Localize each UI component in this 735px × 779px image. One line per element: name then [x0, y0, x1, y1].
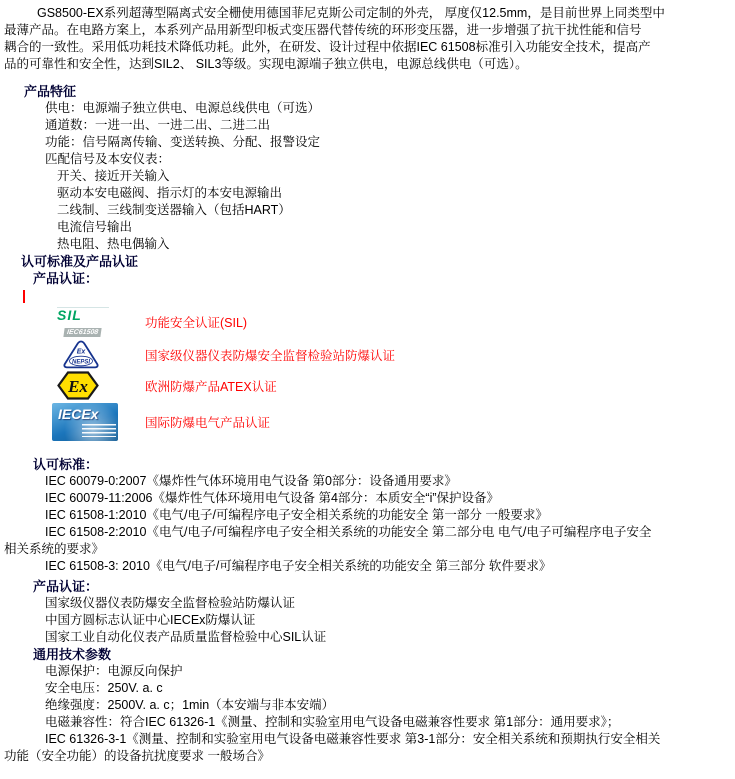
standard-line: IEC 60079-11:2006《爆炸性气体环境用电气设备 第4部分：本质安全“i”保护设备》: [45, 491, 500, 505]
feature-item: 匹配信号及本安仪表：: [45, 152, 171, 166]
standard-line: IEC 61508-3: 2010《电气/电子/可编程序电子安全相关系统的功能安全 第三部分 软件要求》: [45, 559, 552, 573]
feature-sub-item: 二线制、三线制变送器输入（包括HART）: [57, 203, 291, 217]
feature-sub-item: 驱动本安电磁阀、指示灯的本安电源输出: [57, 186, 283, 200]
logo-cell: [0, 403, 145, 441]
svg-text:Ex: Ex: [68, 377, 88, 396]
cert-row-sil: [0, 305, 735, 339]
standard-line-wrap: 相关系统的要求》: [4, 542, 105, 556]
general-param-line: 绝缘强度：2500V. a. c；1min（本安端与非本安端）: [45, 698, 335, 712]
logo-cell: [0, 371, 145, 400]
feature-sub-item: 开关、接近开关输入: [57, 169, 170, 183]
general-param-line: IEC 61326-3-1《测量、控制和实验室用电气设备电磁兼容性要求 第3-1部分：安全相关系统和预期执行安全相关: [45, 732, 661, 746]
intro-line: 耦合的一致性。采用低功耗技术降低功耗。此外，在研发、设计过程中依据IEC 61508标准引入功能安全技术，提高产: [4, 40, 651, 54]
general-param-line-wrap: 功能（安全功能）的设备抗扰度要求 一般场合》: [4, 749, 270, 763]
cert-row-iecex: [0, 401, 735, 443]
intro-line: 品的可靠性和安全性，达到SIL2、 SIL3等级。实现电源端子独立供电，电源总线供电（可选）。: [4, 57, 528, 71]
general-param-line: 电磁兼容性：符合IEC 61326-1《测量、控制和实验室用电气设备电磁兼容性要求 第1部分：通用要求》；: [45, 715, 620, 729]
cert-row-nepsi: [0, 339, 735, 370]
svg-text:Ex: Ex: [76, 348, 86, 356]
intro-line: 最薄产品。在电路方案上，本系列产品用新型印板式变压器代替传统的环形变压器，进一步增强了抗干扰性能和信号: [4, 23, 642, 37]
iecex-logo-text: IECEx: [58, 406, 99, 422]
sil-logo-text: SIL: [57, 307, 82, 323]
standard-line: IEC 60079-0:2007《爆炸性气体环境用电气设备 第0部分：设备通用要求》: [45, 474, 457, 488]
product-certs-heading: 产品认证：: [33, 579, 99, 594]
red-caret: [23, 290, 25, 303]
product-cert-subheading: 产品认证：: [33, 271, 99, 286]
atex-ex-hexagon-logo: [57, 371, 99, 400]
sil-iec61508-badge: IEC61508: [63, 328, 101, 337]
iecex-logo: [52, 403, 118, 441]
feature-item: 通道数：一进一出、一进二出、二进二出: [45, 118, 271, 132]
general-param-line: 安全电压：250V. a. c: [45, 681, 163, 695]
nepsi-ex-logo: [62, 340, 100, 369]
cert-row-atex: [0, 370, 735, 401]
standard-line: IEC 61508-1:2010《电气/电子/可编程序电子安全相关系统的功能安全 第一部分 一般要求》: [45, 508, 548, 522]
product-cert-line: 国家工业自动化仪表产品质量监督检验中心SIL认证: [45, 630, 327, 644]
cert-label: 欧洲防爆产品ATEX认证: [145, 379, 277, 394]
product-cert-line: 中国方圆标志认证中心IECEx防爆认证: [45, 613, 256, 627]
features-heading: 产品特征: [24, 84, 77, 99]
logo-cell: [0, 340, 145, 369]
feature-item: 功能：信号隔离传输、变送转换、分配、报警设定: [45, 135, 321, 149]
product-cert-line: 国家级仪器仪表防爆安全监督检验站防爆认证: [45, 596, 296, 610]
feature-item: 供电：电源端子独立供电、电源总线供电（可选）: [45, 101, 321, 115]
sil-iec61508-logo: [57, 307, 109, 337]
feature-sub-item: 热电阻、热电偶输入: [57, 237, 170, 251]
intro-paragraph: [0, 5, 735, 73]
svg-text:NEPSI: NEPSI: [71, 359, 91, 366]
standards-heading: 认可标准：: [33, 457, 99, 472]
cert-label: 国家级仪器仪表防爆安全监督检验站防爆认证: [145, 348, 396, 363]
intro-line: GS8500-EX系列超薄型隔离式安全栅使用德国菲尼克斯公司定制的外壳， 厚度仅12.5mm，是目前世界上同类型中: [37, 6, 665, 20]
general-param-line: 电源保护：电源反向保护: [45, 664, 183, 678]
cert-label: 功能安全认证(SIL): [145, 316, 248, 330]
general-params-heading: 通用技术参数: [33, 647, 112, 662]
standard-line: IEC 61508-2:2010《电气/电子/可编程序电子安全相关系统的功能安全 第二部分电 电气/电子可编程序电子安全: [45, 525, 652, 539]
iecex-logo-stripes: [82, 424, 116, 437]
cert-label: 国际防爆电气产品认证: [145, 416, 271, 430]
feature-sub-item: 电流信号输出: [57, 220, 133, 234]
certification-logo-list: [0, 305, 735, 443]
logo-cell: [0, 307, 145, 337]
certs-section-heading: 认可标准及产品认证: [21, 254, 139, 269]
